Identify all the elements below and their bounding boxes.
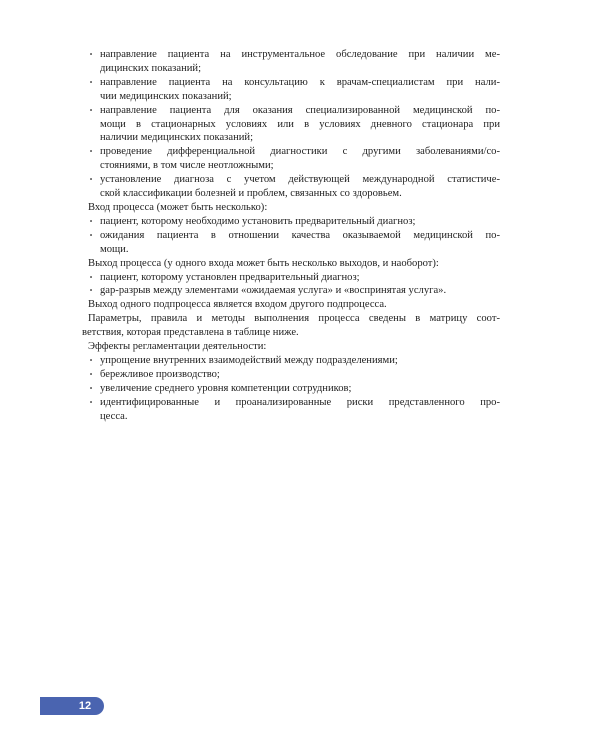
text-line: ожидания пациента в отношении качества оказываемой медицинской по- bbox=[100, 229, 500, 241]
text-line: упрощение внутренних взаимодействий между подразделениями; bbox=[100, 354, 398, 366]
text-line: чии медицинских показаний; bbox=[100, 90, 232, 102]
text-line: Эффекты регламентации деятельности: bbox=[88, 341, 267, 353]
list-item bbox=[82, 284, 500, 298]
bullet-icon: • bbox=[89, 105, 93, 115]
text-line: ской классификации болезней и проблем, связанных со здоровьем. bbox=[100, 188, 402, 200]
bullet-icon: • bbox=[89, 383, 93, 393]
steps-list bbox=[82, 48, 500, 201]
bullet-icon: • bbox=[89, 147, 93, 157]
list-item bbox=[82, 271, 500, 285]
text-line: направление пациента на консультацию к врачам-специалистам при нали- bbox=[100, 76, 500, 88]
params-paragraph bbox=[82, 312, 500, 340]
list-item bbox=[82, 76, 500, 104]
text-line: установление диагноза с учетом действующей международной статистиче- bbox=[100, 174, 500, 186]
input-list bbox=[82, 215, 500, 257]
bullet-icon: • bbox=[89, 216, 93, 226]
bullet-icon: • bbox=[89, 50, 93, 59]
list-item bbox=[82, 145, 500, 173]
bullet-icon: • bbox=[89, 272, 93, 282]
text-line: Параметры, правила и методы выполнения процесса сведены в матрицу соот- bbox=[88, 313, 500, 325]
list-item bbox=[82, 48, 500, 76]
list-item bbox=[82, 396, 500, 424]
page-number: 12 bbox=[78, 700, 92, 712]
output-heading bbox=[82, 257, 500, 271]
bullet-icon: • bbox=[89, 286, 93, 296]
bullet-icon: • bbox=[89, 175, 93, 185]
bullet-icon: • bbox=[89, 230, 93, 240]
text-line: Выход одного подпроцесса является входом другого подпроцесса. bbox=[88, 299, 387, 311]
text-line: мощи. bbox=[100, 243, 129, 255]
list-item bbox=[82, 382, 500, 396]
page-number-tab bbox=[40, 697, 104, 715]
text-line: gap-разрыв между элементами «ожидаемая услуга» и «воспринятая услуга». bbox=[100, 285, 447, 297]
text-line: направление пациента на инструментальное обследование при наличии ме- bbox=[100, 49, 500, 60]
text-line: мощи в стационарных условиях или в условиях дневного стационара при bbox=[100, 118, 500, 130]
text-line: стояниями, в том числе неотложными; bbox=[100, 160, 274, 172]
output-list bbox=[82, 271, 500, 299]
list-item bbox=[82, 368, 500, 382]
text-line: пациент, которому установлен предварительный диагноз; bbox=[100, 271, 360, 283]
effects-heading bbox=[82, 340, 500, 354]
bullet-icon: • bbox=[89, 77, 93, 87]
text-line: проведение дифференциальной диагностики с другими заболеваниями/со- bbox=[100, 146, 500, 158]
text-line: ветствия, которая представлена в таблице ниже. bbox=[82, 327, 299, 339]
text-line: дицинских показаний; bbox=[100, 62, 202, 74]
body-text bbox=[82, 48, 500, 423]
text-line: идентифицированные и проанализированные риски представленного про- bbox=[100, 396, 500, 408]
list-item bbox=[82, 104, 500, 146]
text-line: Вход процесса (может быть несколько): bbox=[88, 201, 268, 213]
list-item bbox=[82, 215, 500, 229]
bullet-icon: • bbox=[89, 369, 93, 379]
text-line: пациент, которому необходимо установить предварительный диагноз; bbox=[100, 215, 416, 227]
text-line: бережливое производство; bbox=[100, 368, 220, 380]
bullet-icon: • bbox=[89, 397, 93, 407]
output-note bbox=[82, 298, 500, 312]
effects-list bbox=[82, 354, 500, 424]
text-line: направление пациента для оказания специализированной медицинской по- bbox=[100, 104, 500, 116]
text-line: наличии медицинских показаний; bbox=[100, 132, 254, 144]
list-item bbox=[82, 173, 500, 201]
input-heading bbox=[82, 201, 500, 215]
bullet-icon: • bbox=[89, 355, 93, 365]
text-line: Выход процесса (у одного входа может быть несколько выходов, и наоборот): bbox=[88, 257, 439, 269]
text-line: цесса. bbox=[100, 410, 128, 422]
text-line: увеличение среднего уровня компетенции сотрудников; bbox=[100, 382, 352, 394]
list-item bbox=[82, 354, 500, 368]
list-item bbox=[82, 229, 500, 257]
